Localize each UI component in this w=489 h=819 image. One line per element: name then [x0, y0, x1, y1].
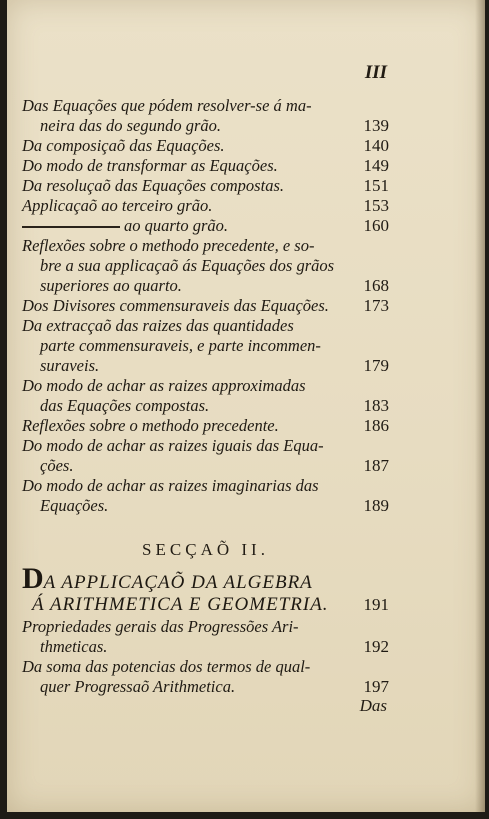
toc-entry-line: quer Progressaõ Arithmetica.	[40, 677, 236, 696]
part-title-text: A APPLICAÇAÕ DA ALGEBRA	[43, 572, 313, 593]
part-title	[22, 562, 389, 616]
toc-page-ref: 140	[363, 136, 389, 155]
toc-page-ref: 183	[363, 396, 389, 415]
table-of-contents-section-two	[22, 617, 389, 697]
toc-page-ref: 191	[363, 595, 389, 614]
part-title-line: Á ARITHMETICA E GEOMETRIA.	[32, 594, 329, 615]
toc-page-ref: 187	[363, 456, 389, 475]
toc-entry	[22, 236, 389, 296]
toc-page-ref: 192	[363, 637, 389, 656]
toc-entry	[22, 136, 389, 156]
toc-entry	[22, 657, 389, 697]
toc-entry-line	[22, 216, 351, 236]
page-gutter-shadow	[475, 0, 485, 812]
toc-entry-line: neira das do segundo grão.	[40, 116, 222, 135]
toc-entry-line: superiores ao quarto.	[40, 276, 182, 295]
toc-page-ref: 139	[363, 116, 389, 135]
toc-entry	[22, 156, 389, 176]
toc-entry-line: das Equações compostas.	[40, 396, 210, 415]
toc-entry-line: Applicaçaõ ao terceiro grão.	[22, 196, 213, 215]
toc-page-ref: 151	[363, 176, 389, 195]
toc-page-ref: 153	[363, 196, 389, 215]
toc-entry	[22, 376, 389, 416]
part-title-line	[22, 562, 389, 595]
toc-page-ref: 168	[363, 276, 389, 295]
drop-initial: D	[22, 562, 44, 595]
toc-entry	[22, 316, 389, 376]
page-number: III	[364, 62, 387, 83]
toc-entry	[22, 416, 389, 436]
toc-entry-line: ções.	[40, 456, 74, 475]
toc-entry-line: Da composiçaõ das Equações.	[22, 136, 225, 155]
toc-page-ref: 179	[363, 356, 389, 375]
toc-entry	[22, 96, 389, 136]
toc-entry	[22, 617, 389, 657]
book-page	[7, 0, 485, 812]
toc-entry-line: Do modo de achar as raizes imaginarias das	[22, 476, 319, 495]
toc-entry-line: Do modo de achar as raizes iguais das Equa-	[22, 436, 324, 455]
catchword: Das	[359, 696, 387, 715]
toc-entry-text: ao quarto grão.	[124, 216, 229, 235]
toc-page-ref: 149	[363, 156, 389, 175]
toc-entry-line: Reflexões sobre o methodo precedente.	[22, 416, 279, 435]
toc-entry	[22, 216, 389, 236]
toc-entry-line: Dos Divisores commensuraveis das Equações.	[22, 296, 329, 315]
toc-entry-line: Da soma das potencias dos termos de qual-	[22, 657, 311, 676]
toc-entry-line: Do modo de achar as raizes approximadas	[22, 376, 306, 395]
toc-entry	[22, 296, 389, 316]
toc-entry-line: Reflexões sobre o methodo precedente, e so-	[22, 236, 315, 255]
toc-entry-line: Propriedades gerais das Progressões Ari-	[22, 617, 299, 636]
toc-entry-line: thmeticas.	[40, 637, 108, 656]
toc-entry	[22, 176, 389, 196]
section-heading: SECÇAÕ II.	[142, 540, 269, 559]
toc-page-ref: 189	[363, 496, 389, 515]
toc-page-ref: 197	[363, 677, 389, 696]
toc-entry-line: parte commensuraveis, e parte incommen-	[40, 336, 321, 355]
toc-entry-line: Da resoluçaõ das Equações compostas.	[22, 176, 284, 195]
table-of-contents	[22, 96, 389, 516]
toc-entry	[22, 196, 389, 216]
toc-page-ref: 173	[363, 296, 389, 315]
toc-page-ref: 160	[363, 216, 389, 235]
toc-entry-line: Equações.	[40, 496, 109, 515]
toc-page-ref: 186	[363, 416, 389, 435]
toc-entry	[22, 476, 389, 516]
toc-entry-line: bre a sua applicaçaõ ás Equações dos grãos	[40, 256, 335, 275]
toc-entry	[22, 436, 389, 476]
toc-entry-line: Da extracçaõ das raizes das quantidades	[22, 316, 294, 335]
toc-entry-line: suraveis.	[40, 356, 100, 375]
ditto-dash	[22, 226, 120, 228]
toc-entry-line: Das Equações que pódem resolver-se á ma-	[22, 96, 312, 115]
toc-entry-line: Do modo de transformar as Equações.	[22, 156, 278, 175]
